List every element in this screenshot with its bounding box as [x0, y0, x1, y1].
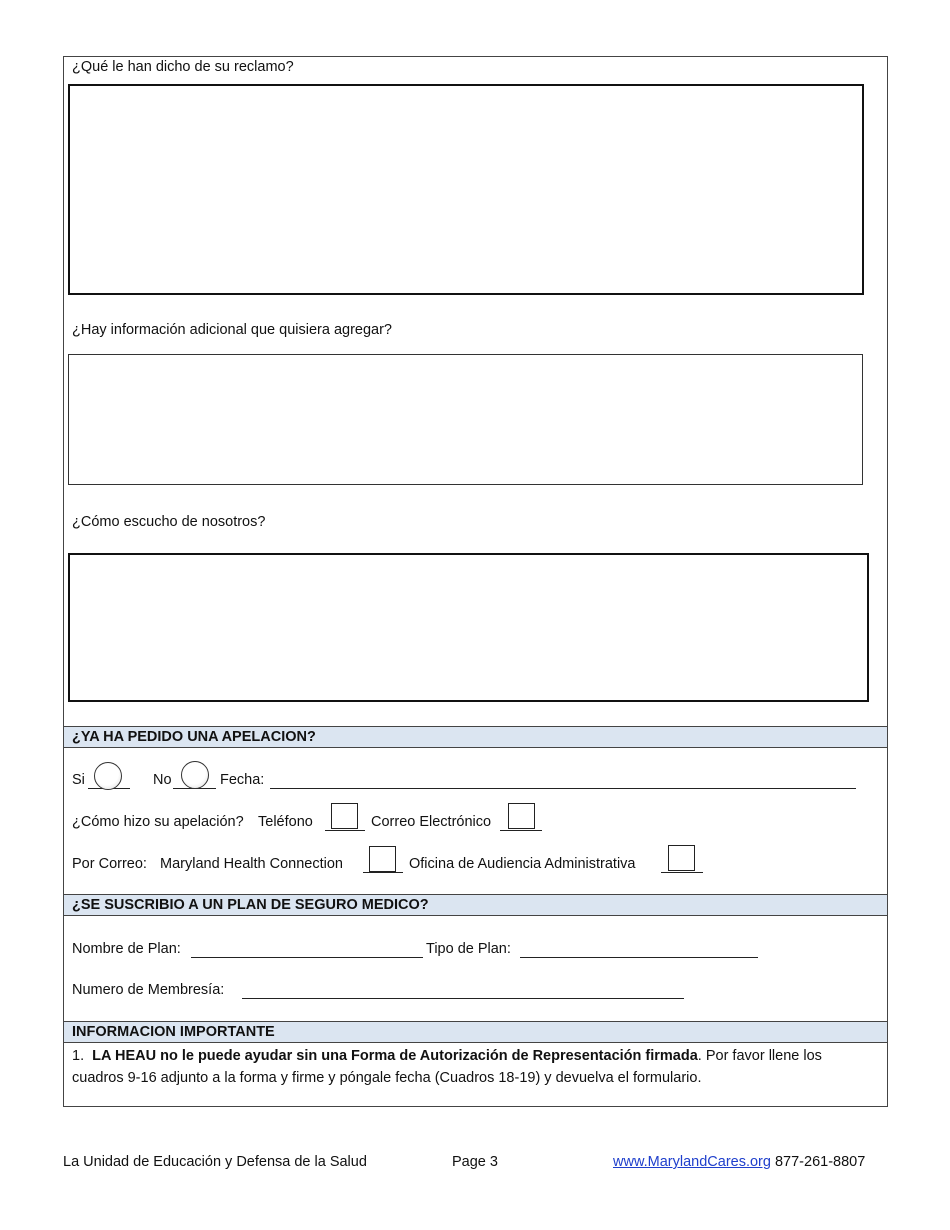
oficina-label: Oficina de Audiencia Administrativa [409, 856, 636, 872]
membresia-label: Numero de Membresía: [72, 982, 225, 998]
fecha-input[interactable] [270, 788, 856, 789]
tipo-plan-label: Tipo de Plan: [426, 941, 511, 957]
fecha-label: Fecha: [220, 772, 265, 788]
telefono-checkbox[interactable] [331, 803, 358, 829]
question-told-claim: ¿Qué le han dicho de su reclamo? [72, 59, 294, 75]
oficina-underline [661, 872, 703, 873]
correo-checkbox[interactable] [508, 803, 535, 829]
important-bold-text: LA HEAU no le puede ayudar sin una Forma de Autorización de Representación firmada [92, 1048, 698, 1064]
important-section-header: INFORMACION IMPORTANTE [64, 1021, 887, 1043]
appeal-section-header: ¿YA HA PEDIDO UNA APELACION? [64, 726, 887, 748]
mhc-checkbox[interactable] [369, 846, 396, 872]
footer-org: La Unidad de Educación y Defensa de la Salud [63, 1154, 367, 1170]
mhc-underline [363, 872, 403, 873]
footer-url-link[interactable]: www.MarylandCares.org [613, 1154, 771, 1170]
membresia-input[interactable] [242, 998, 684, 999]
correo-underline [500, 830, 542, 831]
telefono-label: Teléfono [258, 814, 313, 830]
important-rest-text: . Por favor llene los cuadros 9-16 adjunto a la forma y firme y póngale fecha (Cuadros 18-19) y devuelva el formulario. [72, 1048, 822, 1086]
how-appeal-label: ¿Cómo hizo su apelación? [72, 814, 244, 830]
important-note [72, 1045, 872, 1089]
nombre-plan-input[interactable] [191, 957, 423, 958]
no-label: No [153, 772, 172, 788]
oficina-checkbox[interactable] [668, 845, 695, 871]
telefono-underline [325, 830, 365, 831]
mhc-label: Maryland Health Connection [160, 856, 343, 872]
additional-info-textbox[interactable] [68, 354, 863, 485]
tipo-plan-input[interactable] [520, 957, 758, 958]
nombre-plan-label: Nombre de Plan: [72, 941, 181, 957]
question-additional-info: ¿Hay información adicional que quisiera agregar? [72, 322, 392, 338]
how-heard-textbox[interactable] [68, 553, 869, 702]
por-correo-label: Por Correo: [72, 856, 147, 872]
si-radio[interactable] [94, 762, 122, 790]
told-claim-textbox[interactable] [68, 84, 864, 295]
plan-section-header: ¿SE SUSCRIBIO A UN PLAN DE SEGURO MEDICO? [64, 894, 887, 916]
important-number: 1. [72, 1048, 85, 1064]
si-label: Si [72, 772, 85, 788]
no-radio[interactable] [181, 761, 209, 789]
question-how-heard: ¿Cómo escucho de nosotros? [72, 514, 266, 530]
form-frame [63, 56, 888, 1107]
footer-contact [613, 1154, 865, 1170]
footer-page: Page 3 [452, 1154, 498, 1170]
correo-label: Correo Electrónico [371, 814, 492, 830]
footer-phone: 877-261-8807 [774, 1154, 866, 1170]
